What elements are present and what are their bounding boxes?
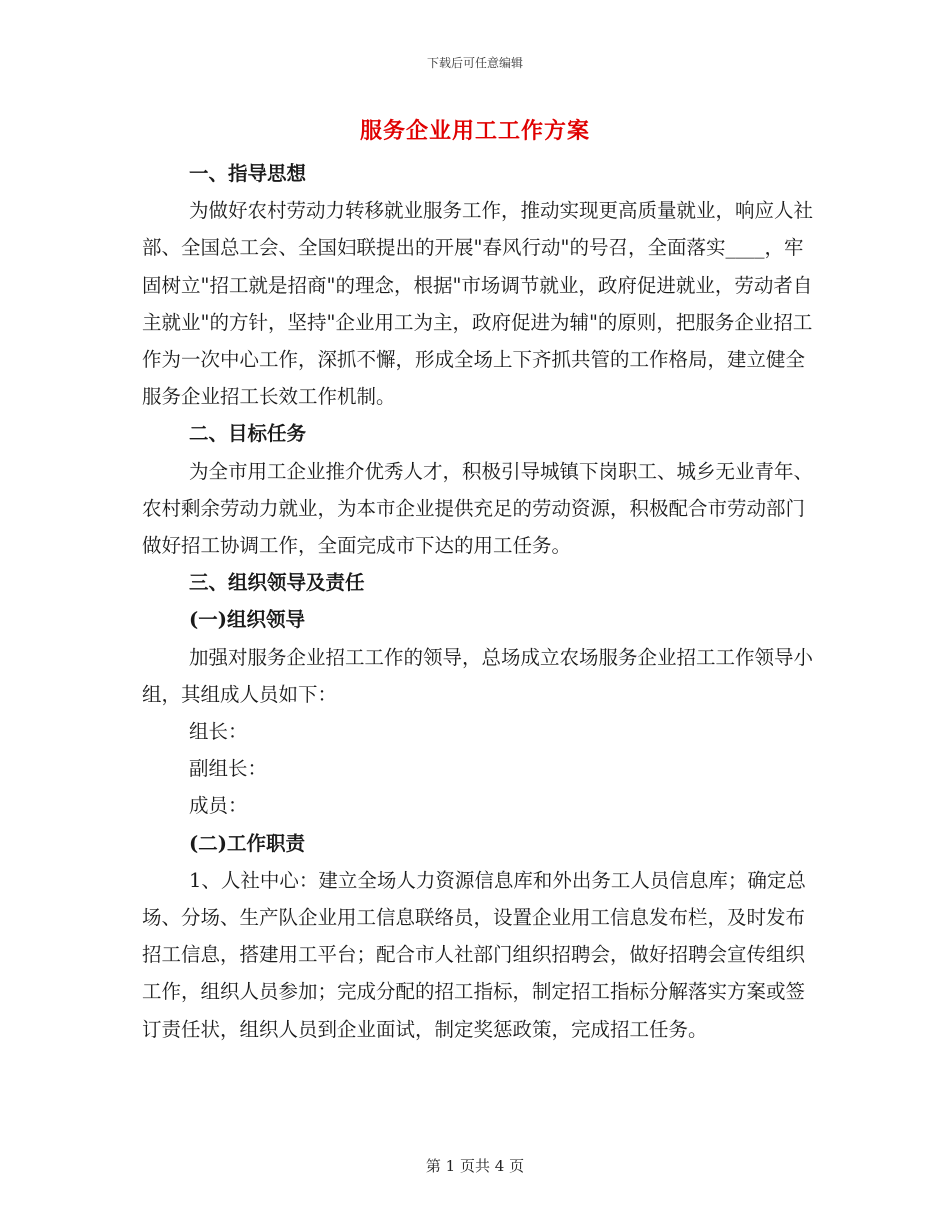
paragraph-leadership: 加强对服务企业招工工作的领导，总场成立农场服务企业招工工作领导小组，其组成人员如下：: [142, 645, 814, 706]
document-title: 服务企业用工工作方案: [359, 118, 590, 144]
paragraph-duties: 1、人社中心：建立全场人力资源信息库和外出务工人员信息库；确定总场、分场、生产队企业用工信息联络员，设置企业用工信息发布栏，及时发布招工信息，搭建用工平台；配合市人社部门组织招聘会，做好招聘会宣传组织工作，组织人员参加；完成分配的招工指标，制定招工指标分解落实方案或签订责任状，组织人员到企业面试，制定奖惩政策，完成招工任务。: [142, 868, 806, 1041]
paragraph-guiding-ideology: 为做好农村劳动力转移就业服务工作，推动实现更高质量就业，响应人社部、全国总工会、全国妇联提出的开展"春风行动"的号召，全面落实____，牢固树立"招工就是招商"的理念，根据"市场调节就业，政府促进就业，劳动者自主就业"的方针，坚持"企业用工为主，政府促进为辅"的原则，把服务企业招工作为一次中心工作，深抓不懈，形成全场上下齐抓共管的工作格局，建立健全服务企业招工长效工作机制。: [142, 199, 814, 409]
section-heading-organization: 三、组织领导及责任: [189, 571, 365, 595]
document-body: [142, 155, 822, 1048]
page-footer: 第 1 页共 4 页: [425, 1157, 525, 1175]
field-leader: 组长：: [189, 720, 248, 744]
section-heading-goals: 二、目标任务: [189, 422, 307, 446]
section-heading-guiding-ideology: 一、指导思想: [189, 162, 307, 185]
field-members: 成员：: [189, 794, 248, 818]
paragraph-goals: 为全市用工企业推介优秀人才，积极引导城镇下岗职工、城乡无业青年、农村剩余劳动力就业，为本市企业提供充足的劳动资源，积极配合市劳动部门做好招工协调工作，全面完成市下达的用工任务。: [142, 459, 814, 558]
subheading-leadership: (一)组织领导: [189, 608, 305, 632]
field-vice-leader: 副组长：: [189, 757, 268, 781]
header-note: 下载后可任意编辑: [426, 56, 523, 70]
subheading-duties: (二)工作职责: [189, 831, 305, 855]
